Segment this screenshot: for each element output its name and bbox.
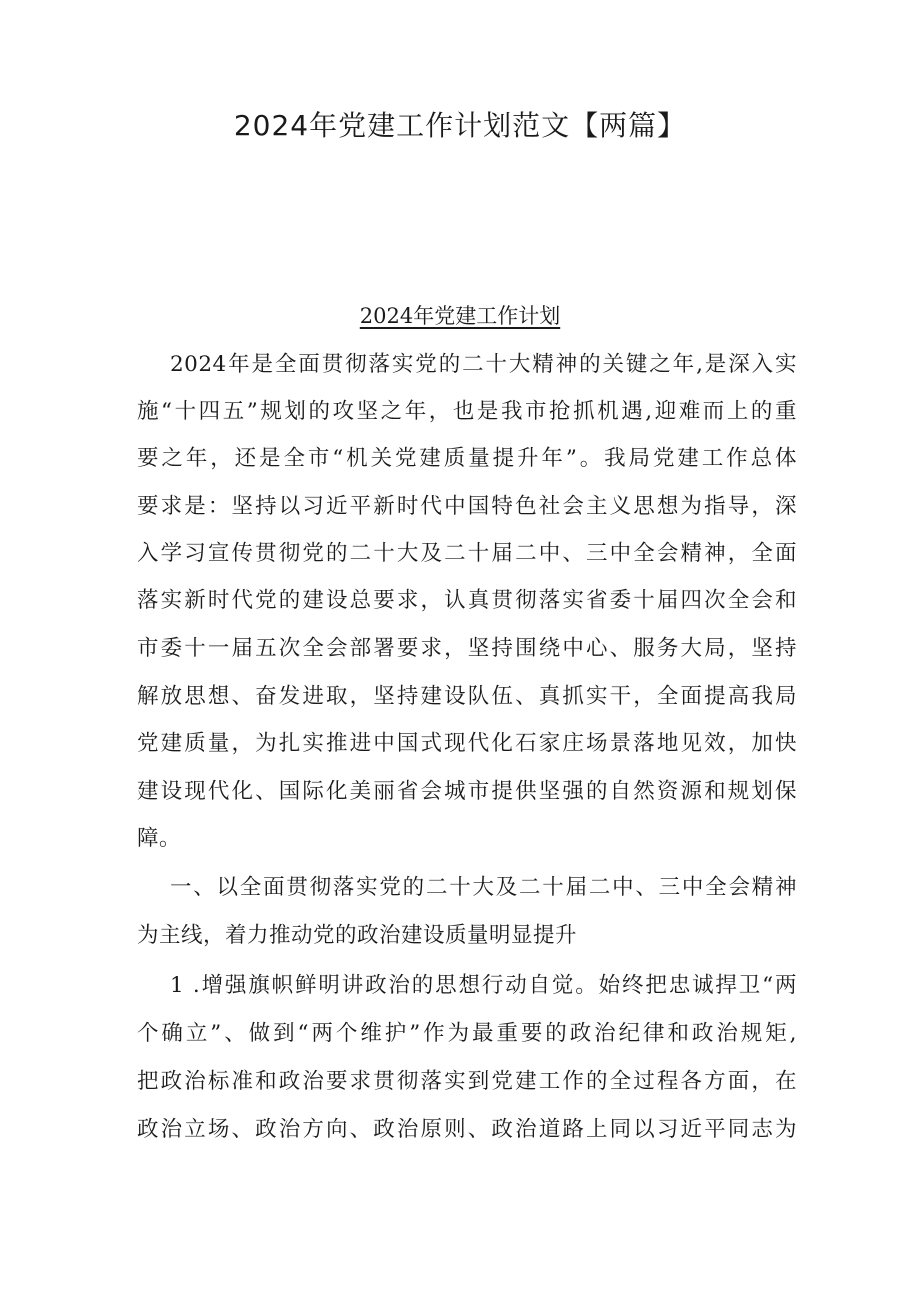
paragraph-line: 党建质量，为扎实推进中国式现代化石家庄场景落地见效，加快 [137, 731, 797, 756]
heading-line: 一、以全面贯彻落实党的二十大及二十届二中、三中全会精神 [170, 875, 797, 900]
document-title: 2024年党建工作计划范文【两篇】 [233, 109, 687, 142]
paragraph-line: 建设现代化、国际化美丽省会城市提供坚强的自然资源和规划保 [137, 779, 797, 804]
paragraph-line: 要求是：坚持以习近平新时代中国特色社会主义思想为指导，深 [137, 494, 797, 519]
paragraph-line: 市委十一届五次全会部署要求，坚持围绕中心、服务大局，坚持 [137, 636, 797, 661]
paragraph-line: 把政治标准和政治要求贯彻落实到党建工作的全过程各方面，在 [137, 1069, 797, 1094]
paragraph-line: 解放思想、奋发进取，坚持建设队伍、真抓实干，全面提高我局 [137, 684, 797, 709]
paragraph-line: 障。 [137, 826, 182, 851]
paragraph-line: 落实新时代党的建设总要求，认真贯彻落实省委十届四次全会和 [137, 588, 797, 613]
paragraph-line: 2024年是全面贯彻落实党的二十大精神的关键之年,是深入实 [170, 352, 797, 377]
paragraph-line: 1 .增强旗帜鲜明讲政治的思想行动自觉。始终把忠诚捍卫“两 [170, 973, 797, 998]
paragraph-line: 施“十四五”规划的攻坚之年，也是我市抢抓机遇,迎难而上的重 [137, 399, 797, 424]
section-title [0, 300, 920, 330]
paragraph-line: 个确立”、做到“两个维护”作为最重要的政治纪律和政治规矩, [137, 1021, 797, 1046]
paragraph-line: 政治立场、政治方向、政治原则、政治道路上同以习近平同志为 [137, 1117, 797, 1142]
paragraph-line: 要之年，还是全市“机关党建质量提升年”。我局党建工作总体 [137, 446, 797, 471]
heading-line: 为主线，着力推动党的政治建设质量明显提升 [137, 923, 578, 948]
section-title-text: 2024年党建工作计划 [359, 304, 561, 328]
paragraph-line: 入学习宣传贯彻党的二十大及二十届二中、三中全会精神，全面 [137, 541, 797, 566]
